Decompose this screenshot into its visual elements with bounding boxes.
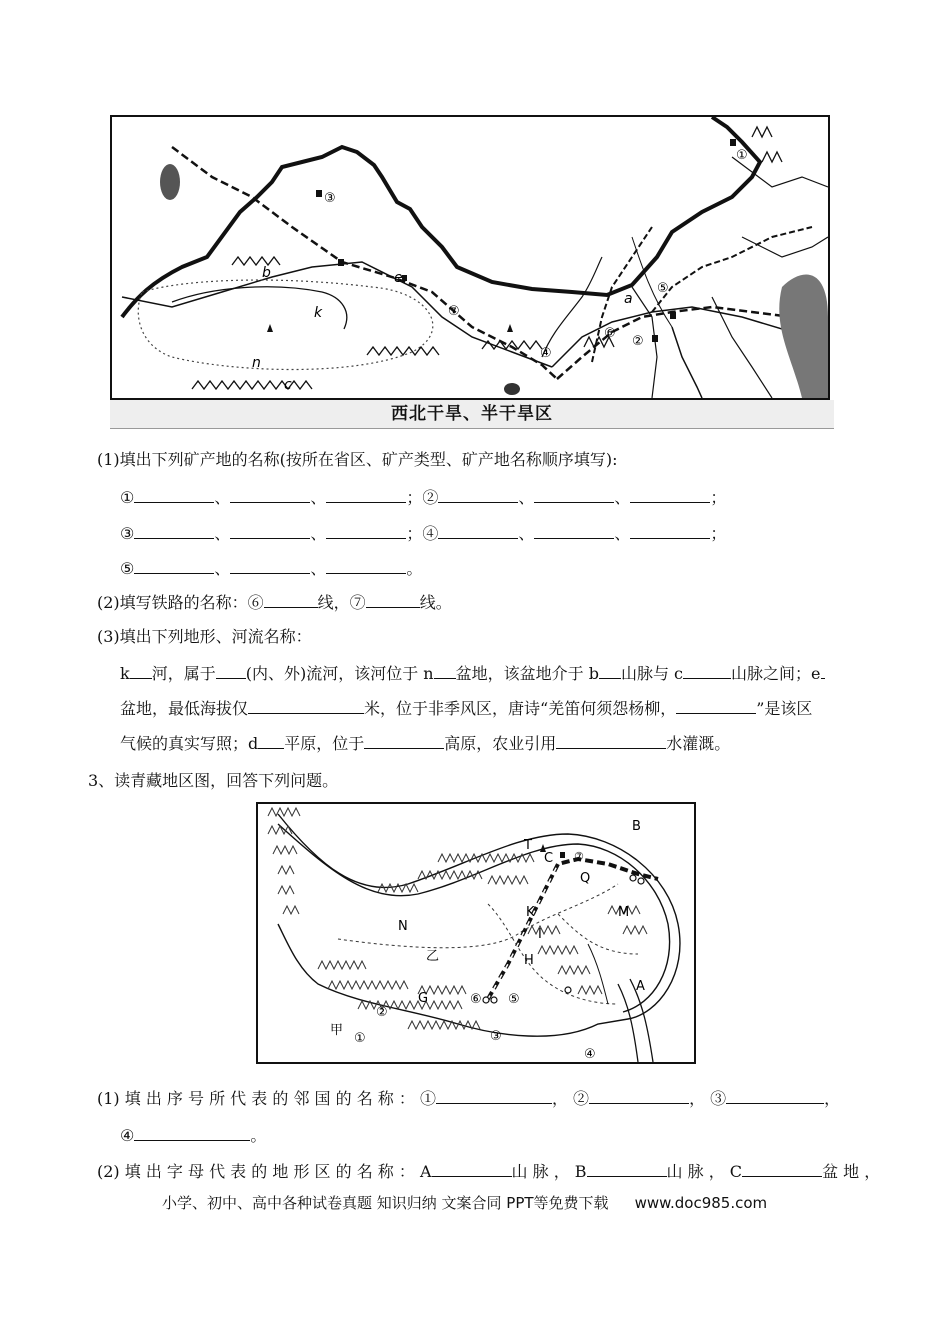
map1-label-k: k — [314, 305, 323, 321]
map2-label-3: ③ — [490, 1029, 502, 1044]
blank-country-4[interactable] — [134, 1124, 250, 1141]
blank-river[interactable] — [556, 732, 666, 749]
blank-terrain-B[interactable] — [587, 1160, 667, 1177]
qinghai-tibet-map — [256, 802, 696, 1064]
footer-url[interactable]: www.doc985.com — [634, 1194, 768, 1212]
map1-label-4: ④ — [540, 346, 552, 361]
map1-label-5: ⑤ — [657, 281, 669, 296]
map1-label-7: ⑦ — [448, 304, 460, 319]
footer — [162, 1192, 767, 1213]
blank-5a[interactable] — [134, 557, 214, 574]
map2-label-4: ④ — [584, 1047, 596, 1062]
blank-4a[interactable] — [438, 522, 518, 539]
q1-row3: ⑤ 、 、 。 — [120, 559, 423, 578]
northwest-map-drawing — [112, 117, 828, 398]
map1-label-a: a — [624, 291, 633, 307]
p1-line1: (1) 填 出 序 号 所 代 表 的 邻 国 的 名 称 ： ① ， ② ， ③ ， — [97, 1089, 841, 1108]
map1-label-2: ② — [632, 334, 644, 349]
map2-label-M: M — [618, 905, 630, 920]
p2-line1: (2) 填 出 字 母 代 表 的 地 形 区 的 名 称 ： A 山 脉 ， B 山 脉 ， C 盆 地 ， — [97, 1162, 881, 1181]
q1-row1: ① 、 、 ；② 、 、 ； — [120, 488, 727, 507]
blank-railway-6[interactable] — [264, 591, 318, 608]
q2-railways: (2)填写铁路的名称：⑥ 线，⑦ 线。 — [97, 593, 452, 612]
blank-terrain-C[interactable] — [742, 1160, 822, 1177]
map1-caption: 西北干旱、半干旱区 — [110, 400, 834, 429]
map2-label-I: I — [538, 927, 542, 942]
blank-e[interactable] — [821, 662, 825, 679]
map1-label-b: b — [262, 265, 271, 281]
footer-text: 小学、初中、高中各种试卷真题 知识归纳 文案合同 PPT等免费下载 — [162, 1194, 609, 1212]
map2-label-T: T — [524, 838, 532, 853]
blank-2b[interactable] — [534, 486, 614, 503]
section3-title: 3、读青藏地区图，回答下列问题。 — [88, 771, 339, 790]
blank-b[interactable] — [599, 662, 621, 679]
blank-railway-7[interactable] — [366, 591, 420, 608]
blank-n[interactable] — [434, 662, 456, 679]
p1-line2: ④ 。 — [120, 1126, 267, 1145]
map2-label-C: C — [544, 851, 554, 866]
map1-label-e: e — [394, 270, 403, 286]
blank-1b[interactable] — [230, 486, 310, 503]
map2-label-N: N — [398, 919, 408, 934]
map2-label-B: B — [632, 819, 641, 834]
blank-altitude[interactable] — [248, 697, 364, 714]
blank-3c[interactable] — [326, 522, 406, 539]
blank-5b[interactable] — [230, 557, 310, 574]
blank-terrain-A[interactable] — [432, 1160, 512, 1177]
blank-country-1[interactable] — [436, 1087, 552, 1104]
q3-title: (3)填出下列地形、河流名称： — [97, 627, 312, 646]
map2-label-7: ⑦ — [574, 850, 584, 863]
blank-c[interactable] — [683, 662, 731, 679]
blank-k[interactable] — [130, 662, 152, 679]
blank-plateau[interactable] — [364, 732, 444, 749]
q1-title: (1)填出下列矿产地的名称(按所在省区、矿产类型、矿产地名称顺序填写): — [97, 450, 618, 469]
blank-poem[interactable] — [676, 697, 756, 714]
map2-label-G: G — [418, 991, 429, 1006]
blank-3b[interactable] — [230, 522, 310, 539]
map1-label-c: c — [284, 377, 292, 393]
map2-label-yi: 乙 — [426, 949, 440, 964]
map2-label-6: ⑥ — [470, 992, 482, 1007]
map2-label-K: K — [526, 905, 535, 920]
map2-label-A: A — [636, 979, 645, 994]
map1-label-1: ① — [736, 148, 748, 163]
map2-label-Q: Q — [580, 871, 591, 886]
blank-1a[interactable] — [134, 486, 214, 503]
q3-line1: k 河，属于 (内、外)流河，该河位于 n 盆地，该盆地介于 b 山脉与 c 山脉之间；e — [120, 662, 825, 685]
blank-country-3[interactable] — [726, 1087, 824, 1104]
map1-label-6: ⑥ — [604, 326, 616, 341]
blank-5c[interactable] — [326, 557, 406, 574]
q3-line2: 盆地，最低海拔仅 米，位于非季风区，唐诗“羌笛何须怨杨柳， ”是该区 — [120, 699, 813, 718]
blank-2a[interactable] — [438, 486, 518, 503]
blank-2c[interactable] — [630, 486, 710, 503]
blank-flow[interactable] — [216, 662, 246, 679]
blank-d[interactable] — [258, 732, 284, 749]
q1-row2: ③ 、 、 ；④ 、 、 ； — [120, 524, 727, 543]
blank-1c[interactable] — [326, 486, 406, 503]
blank-4c[interactable] — [630, 522, 710, 539]
blank-4b[interactable] — [534, 522, 614, 539]
q3-line3: 气候的真实写照；d 平原，位于 高原，农业引用 水灌溉。 — [120, 734, 731, 753]
northwest-arid-map — [110, 115, 830, 400]
map1-label-3: ③ — [324, 191, 336, 206]
qinghai-tibet-map-drawing — [258, 804, 694, 1062]
blank-country-2[interactable] — [589, 1087, 689, 1104]
map2-label-H: H — [524, 953, 534, 968]
map2-label-jia: 甲 — [330, 1023, 344, 1038]
map2-label-5: ⑤ — [508, 992, 520, 1007]
map2-label-2: ② — [376, 1005, 388, 1020]
map1-label-n: n — [252, 355, 261, 371]
blank-3a[interactable] — [134, 522, 214, 539]
map2-label-1: ① — [354, 1031, 366, 1046]
